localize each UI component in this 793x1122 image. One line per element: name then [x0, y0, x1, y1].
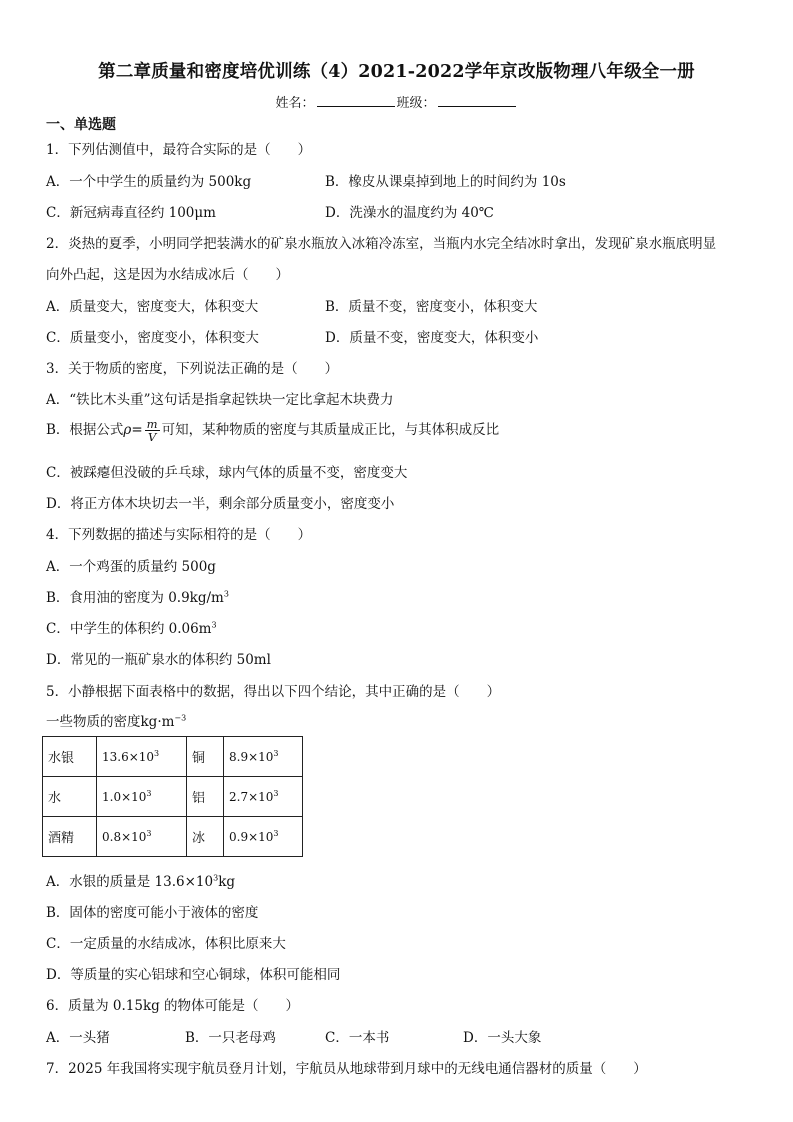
q1-option-a: A．一个中学生的质量约为 500kg: [46, 174, 252, 190]
q4-stem: 4．下列数据的描述与实际相符的是（ ）: [46, 527, 312, 543]
table-row: [43, 817, 303, 857]
q2-option-a: A．质量变大，密度变大，体积变大: [46, 299, 259, 315]
cell-exponent: 3: [146, 829, 152, 838]
q1-option-c: C．新冠病毒直径约 100μm: [46, 205, 216, 221]
q2-stem-line1: 2．炎热的夏季，小明同学把装满水的矿泉水瓶放入冰箱冷冻室，当瓶内水完全结冰时拿出，发现矿泉水瓶底明显: [46, 236, 717, 252]
q6-option-a: A．一头猪: [46, 1030, 110, 1046]
q5-option-a: [46, 870, 235, 890]
name-blank[interactable]: [317, 94, 395, 107]
cell-exponent: 3: [146, 789, 152, 798]
table-cell: [97, 777, 187, 817]
q5-option-c: C．一定质量的水结成冰，体积比原来大: [46, 936, 286, 952]
table-row: [43, 737, 303, 777]
q3-stem: 3．关于物质的密度，下列说法正确的是（ ）: [46, 361, 339, 377]
cell-value: 0.8×10: [102, 830, 147, 844]
q5-option-b: B．固体的密度可能小于液体的密度: [46, 905, 259, 921]
q2-option-c: C．质量变小，密度变小，体积变大: [46, 330, 259, 346]
q5-stem: 5．小静根据下面表格中的数据，得出以下四个结论，其中正确的是（ ）: [46, 684, 501, 700]
q4-option-c-text: C．中学生的体积约 0.06m: [46, 621, 212, 637]
table-cell: [224, 817, 303, 857]
q4-option-c: [46, 617, 217, 637]
q4-option-d: D．常见的一瓶矿泉水的体积约 50ml: [46, 652, 271, 668]
q6-option-d: D．一头大象: [463, 1030, 542, 1046]
q3-option-b-prefix: B．根据公式: [46, 422, 124, 438]
q5-option-a-text: A．水银的质量是 13.6×10: [46, 874, 214, 890]
name-label: 姓名：: [275, 96, 315, 111]
formula-numerator: m: [146, 417, 158, 431]
density-table: [42, 736, 303, 857]
table-cell: [224, 737, 303, 777]
density-formula-fraction: [145, 418, 160, 443]
cell-value: 0.9×10: [229, 830, 274, 844]
q3-option-d: D．将正方体木块切去一半，剩余部分质量变小，密度变小: [46, 496, 395, 512]
q3-option-a: A．“铁比木头重”这句话是指拿起铁块一定比拿起木块费力: [46, 392, 394, 408]
table-row: [43, 777, 303, 817]
q2-option-b: B．质量不变，密度变小，体积变大: [325, 299, 538, 315]
table-caption-exponent: −3: [174, 713, 187, 723]
table-cell: [97, 737, 187, 777]
q4-option-b: [46, 586, 229, 606]
cell-exponent: 3: [273, 789, 279, 798]
q4-option-a: A．一个鸡蛋的质量约 500g: [46, 559, 216, 575]
q2-stem-line2: 向外凸起，这是因为水结成冰后（ ）: [46, 267, 289, 283]
table-caption: [46, 710, 186, 730]
formula-denominator: V: [147, 430, 157, 444]
table-caption-text: 一些物质的密度kg·m: [46, 714, 175, 730]
q3-option-c: C．被踩瘪但没破的乒乓球，球内气体的质量不变，密度变大: [46, 465, 408, 481]
q7-stem: 7．2025 年我国将实现宇航员登月计划，宇航员从地球带到月球中的无线电通信器材的质量（ ）: [46, 1061, 647, 1077]
section-heading: 一、单选题: [46, 117, 116, 133]
rho-symbol: ρ: [123, 422, 132, 438]
q5-option-a-unit: kg: [218, 874, 236, 890]
equals-sign: =: [131, 422, 143, 438]
cell-exponent: 3: [273, 749, 279, 758]
q1-stem: 1．下列估测值中，最符合实际的是（ ）: [46, 142, 312, 158]
cell-exponent: 3: [154, 749, 160, 758]
table-cell: 酒精: [43, 817, 97, 857]
cell-value: 13.6×10: [102, 750, 155, 764]
q6-option-b: B．一只老母鸡: [185, 1030, 276, 1046]
cell-exponent: 3: [273, 829, 279, 838]
q3-option-b: [46, 418, 499, 443]
cell-value: 8.9×10: [229, 750, 274, 764]
cell-value: 1.0×10: [102, 790, 147, 804]
q1-option-d: D．洗澡水的温度约为 40℃: [325, 205, 494, 221]
q5-option-d: D．等质量的实心铝球和空心铜球，体积可能相同: [46, 967, 341, 983]
table-cell: 铝: [187, 777, 224, 817]
table-cell: 冰: [187, 817, 224, 857]
page-title: 第二章质量和密度培优训练（4）2021-2022学年京改版物理八年级全一册: [98, 62, 695, 82]
q4-option-c-exponent: 3: [211, 620, 217, 630]
name-class-line: [0, 92, 793, 111]
q2-option-d: D．质量不变，密度变大，体积变小: [325, 330, 539, 346]
q3-option-b-suffix: 可知，某种物质的密度与其质量成正比，与其体积成反比: [161, 422, 500, 438]
class-label: 班级：: [396, 96, 436, 111]
q4-option-b-text: B．食用油的密度为 0.9kg/m: [46, 590, 224, 606]
table-cell: 水银: [43, 737, 97, 777]
table-cell: 水: [43, 777, 97, 817]
q4-option-b-exponent: 3: [223, 589, 229, 599]
class-blank[interactable]: [438, 94, 516, 107]
table-cell: [97, 817, 187, 857]
cell-value: 2.7×10: [229, 790, 274, 804]
q6-stem: 6．质量为 0.15kg 的物体可能是（ ）: [46, 998, 300, 1014]
q1-option-b: B．橡皮从课桌掉到地上的时间约为 10s: [325, 174, 566, 190]
q5-option-a-exponent: 3: [213, 873, 219, 883]
q6-option-c: C．一本书: [325, 1030, 390, 1046]
table-cell: 铜: [187, 737, 224, 777]
table-cell: [224, 777, 303, 817]
